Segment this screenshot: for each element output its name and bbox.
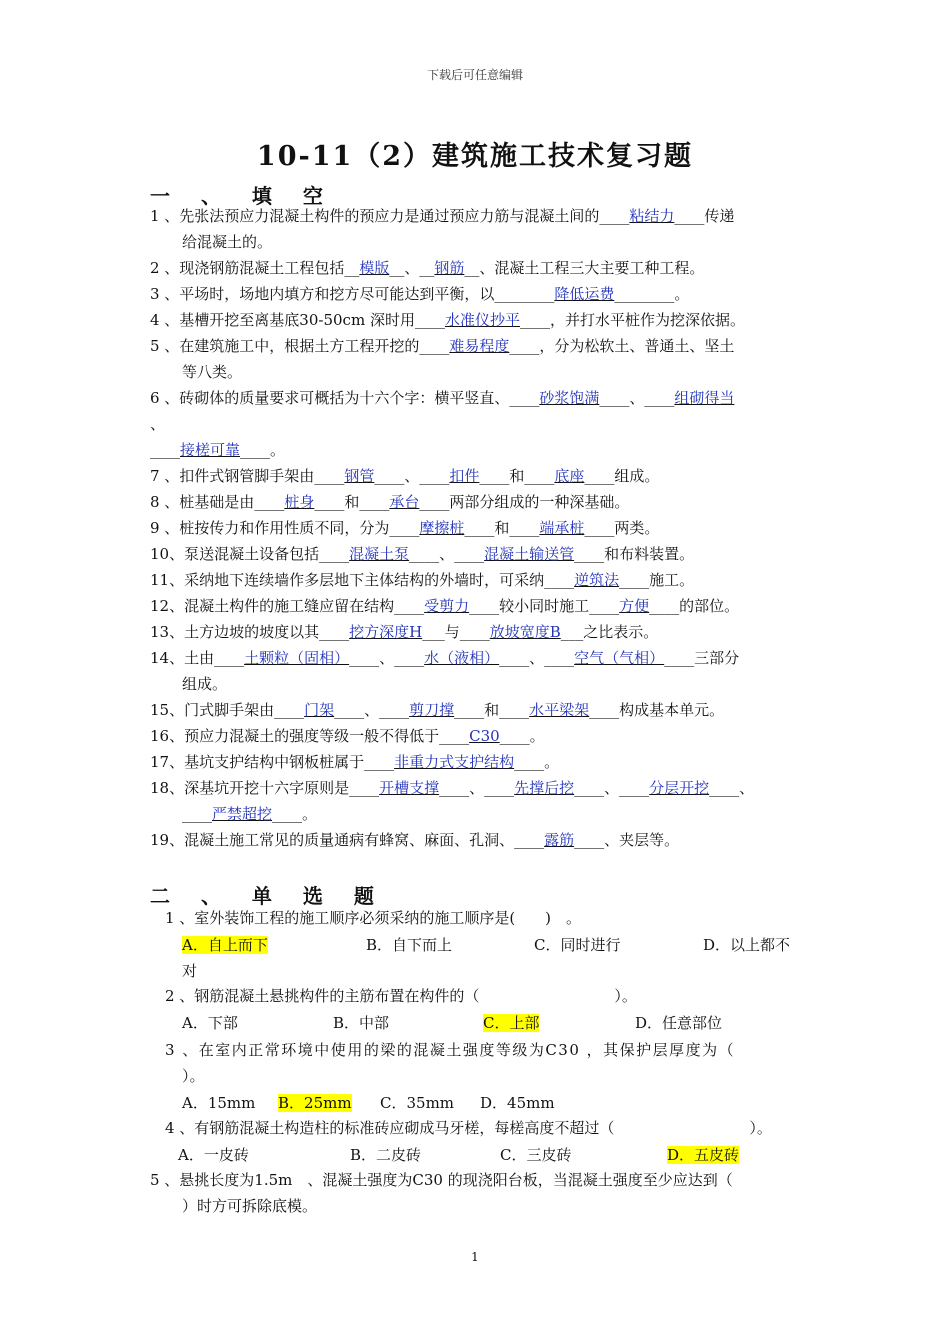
answer: 方便: [619, 597, 650, 615]
fill-q1: 1 、先张法预应力混凝土构件的预应力是通过预应力筋与混凝土间的____粘结力____传递: [150, 207, 735, 225]
fill-q11: 11、采纳地下连续墙作多层地下主体结构的外墙时，可采纳____逆筑法____施工。: [150, 571, 695, 589]
mc-q1-option-d-cont: 对: [182, 962, 198, 980]
answer: 组砌得当: [674, 389, 735, 407]
fill-q6-sep: 、: [150, 415, 166, 433]
answer: 混凝土输送管: [484, 545, 575, 563]
fill-q1-cont: 给混凝土的。: [182, 233, 273, 251]
mc-q1-option-b: B．自下而上: [366, 936, 453, 954]
answer: 分层开挖: [649, 779, 710, 797]
answer: 门架: [304, 701, 335, 719]
mc-q3-option-b: B．25mm: [278, 1094, 352, 1112]
answer: 模版: [359, 259, 390, 277]
fill-q7: 7 、扣件式钢管脚手架由____钢管____、____扣件____和____底座____组成。: [150, 467, 660, 485]
fill-q14-cont: 组成。: [182, 675, 228, 693]
answer: 剪刀撑: [409, 701, 455, 719]
fill-q10: 10、泵送混凝土设备包括____混凝土泵____、____混凝土输送管____和布料装置。: [150, 545, 695, 563]
answer: 土颗粒（固相）: [244, 649, 350, 667]
answer: 非重力式支护结构: [394, 753, 515, 771]
mc-q2-option-b: B．中部: [333, 1014, 390, 1032]
mc-q1-option-a: A．自上而下: [182, 936, 268, 954]
answer: 水准仪抄平: [444, 311, 520, 329]
answer: 挖方深度H: [349, 623, 423, 641]
answer: 水（液相）: [424, 649, 500, 667]
mc-q5: 5 、悬挑长度为1.5m 、混凝土强度为C30 的现浇阳台板，当混凝土强度至少应达到（: [150, 1171, 733, 1189]
fill-q16: 16、预应力混凝土的强度等级一般不得低于____C30____。: [150, 727, 545, 745]
mc-q2: 2 、钢筋混凝土悬挑构件的主筋布置在构件的（ ）。: [165, 987, 637, 1005]
fill-q14: 14、土由____土颗粒（固相）____、____水（液相）____、____空气（气相）____三部分: [150, 649, 740, 667]
answer: 先撑后挖: [514, 779, 575, 797]
answer: 摩擦桩: [419, 519, 465, 537]
answer: 承台: [389, 493, 420, 511]
answer: 钢管: [344, 467, 375, 485]
fill-q2: 2 、现浇钢筋混凝土工程包括__模版__、__钢筋__、混凝土工程三大主要工种工程。: [150, 259, 705, 277]
page-header: 下载后可任意编辑: [426, 68, 523, 82]
section-fill-blank-heading: 一 、 填 空: [150, 184, 335, 208]
fill-q18-cont: ____严禁超挖____。: [182, 805, 318, 823]
mc-q4-option-a: A．一皮砖: [178, 1146, 249, 1164]
answer: 空气（气相）: [574, 649, 665, 667]
answer: 砂浆饱满: [539, 389, 600, 407]
mc-q3-cont: ）。: [182, 1067, 205, 1085]
mc-q3-option-d: D．45mm: [480, 1094, 555, 1112]
answer: 端承桩: [539, 519, 585, 537]
fill-q15: 15、门式脚手架由____门架____、____剪刀撑____和____水平梁架____构成基本单元。: [150, 701, 725, 719]
fill-q6-cont: ____接槎可靠____。: [150, 441, 286, 459]
page-number: 1: [471, 1250, 479, 1264]
fill-q13: 13、土方边坡的坡度以其____挖方深度H___与____放坡宽度B___之比表示。: [150, 623, 659, 641]
fill-q5-cont: 等八类。: [182, 363, 243, 381]
mc-q2-option-c: C．上部: [483, 1014, 540, 1032]
fill-q9: 9 、桩按传力和作用性质不同，分为____摩擦桩____和____端承桩____两类。: [150, 519, 660, 537]
section-single-choice-heading: 二 、 单 选 题: [150, 884, 386, 908]
fill-q3: 3 、平场时，场地内填方和挖方尽可能达到平衡，以________降低运费________。: [150, 285, 690, 303]
mc-q1-option-c: C．同时进行: [534, 936, 621, 954]
answer: 严禁超挖: [212, 805, 273, 823]
mc-q4-option-b: B．二皮砖: [350, 1146, 422, 1164]
fill-q17: 17、基坑支护结构中钢板桩属于____非重力式支护结构____。: [150, 753, 560, 771]
fill-q12: 12、混凝土构件的施工缝应留在结构____受剪力____较小同时施工____方便____的部位。: [150, 597, 740, 615]
mc-q4-option-d: D．五皮砖: [667, 1146, 740, 1164]
mc-q1: 1 、室外装饰工程的施工顺序必须采纳的施工顺序是( ) 。: [165, 909, 582, 927]
mc-q2-option-d: D．任意部位: [635, 1014, 723, 1032]
mc-q5-cont: ）时方可拆除底模。: [182, 1197, 318, 1215]
answer: 降低运费: [554, 285, 615, 303]
answer: 钢筋: [434, 259, 465, 277]
answer: 水平梁架: [529, 701, 590, 719]
mc-q3: 3 、在室内正常环境中使用的梁的混凝土强度等级为C30 ，其保护层厚度为（: [165, 1041, 736, 1059]
fill-q19: 19、混凝土施工常见的质量通病有蜂窝、麻面、孔洞、____露筋____、夹层等。: [150, 831, 680, 849]
mc-q1-option-d: D．以上都不: [703, 936, 791, 954]
document-title: 10-11（2）建筑施工技术复习题: [256, 141, 694, 172]
fill-q6: 6 、砖砌体的质量要求可概括为十六个字：横平竖直、____砂浆饱满____、____组砌得当: [150, 389, 735, 407]
mc-q4-option-c: C．三皮砖: [500, 1146, 572, 1164]
mc-q4: 4 、有钢筋混凝土构造柱的标准砖应砌成马牙槎，每槎高度不超过（ ）。: [165, 1119, 772, 1137]
answer: 难易程度: [449, 337, 510, 355]
mc-q3-option-c: C．35mm: [380, 1094, 455, 1112]
answer: 逆筑法: [574, 571, 620, 589]
fill-q5: 5 、在建筑施工中，根据土方工程开挖的____难易程度____，分为松软土、普通土、坚土: [150, 337, 735, 355]
mc-q2-option-a: A．下部: [182, 1014, 238, 1032]
mc-q3-option-a: A．15mm: [182, 1094, 256, 1112]
fill-q8: 8 、桩基础是由____桩身____和____承台____两部分组成的一种深基础。: [150, 493, 630, 511]
fill-q18: 18、深基坑开挖十六字原则是____开槽支撑____、____先撑后挖____、____分层开挖____、: [150, 779, 755, 797]
answer: 混凝土泵: [349, 545, 410, 563]
answer: 受剪力: [424, 597, 470, 615]
answer: C30: [469, 727, 500, 745]
answer: 接槎可靠: [180, 441, 241, 459]
answer: 底座: [554, 467, 585, 485]
answer: 放坡宽度B: [489, 623, 561, 641]
answer: 露筋: [544, 831, 575, 849]
answer: 扣件: [449, 467, 480, 485]
answer: 粘结力: [629, 207, 675, 225]
answer: 桩身: [284, 493, 315, 511]
answer: 开槽支撑: [379, 779, 440, 797]
fill-q4: 4 、基槽开挖至离基底30-50cm 深时用____水准仪抄平____，并打水平桩作为挖深依据。: [150, 311, 745, 329]
